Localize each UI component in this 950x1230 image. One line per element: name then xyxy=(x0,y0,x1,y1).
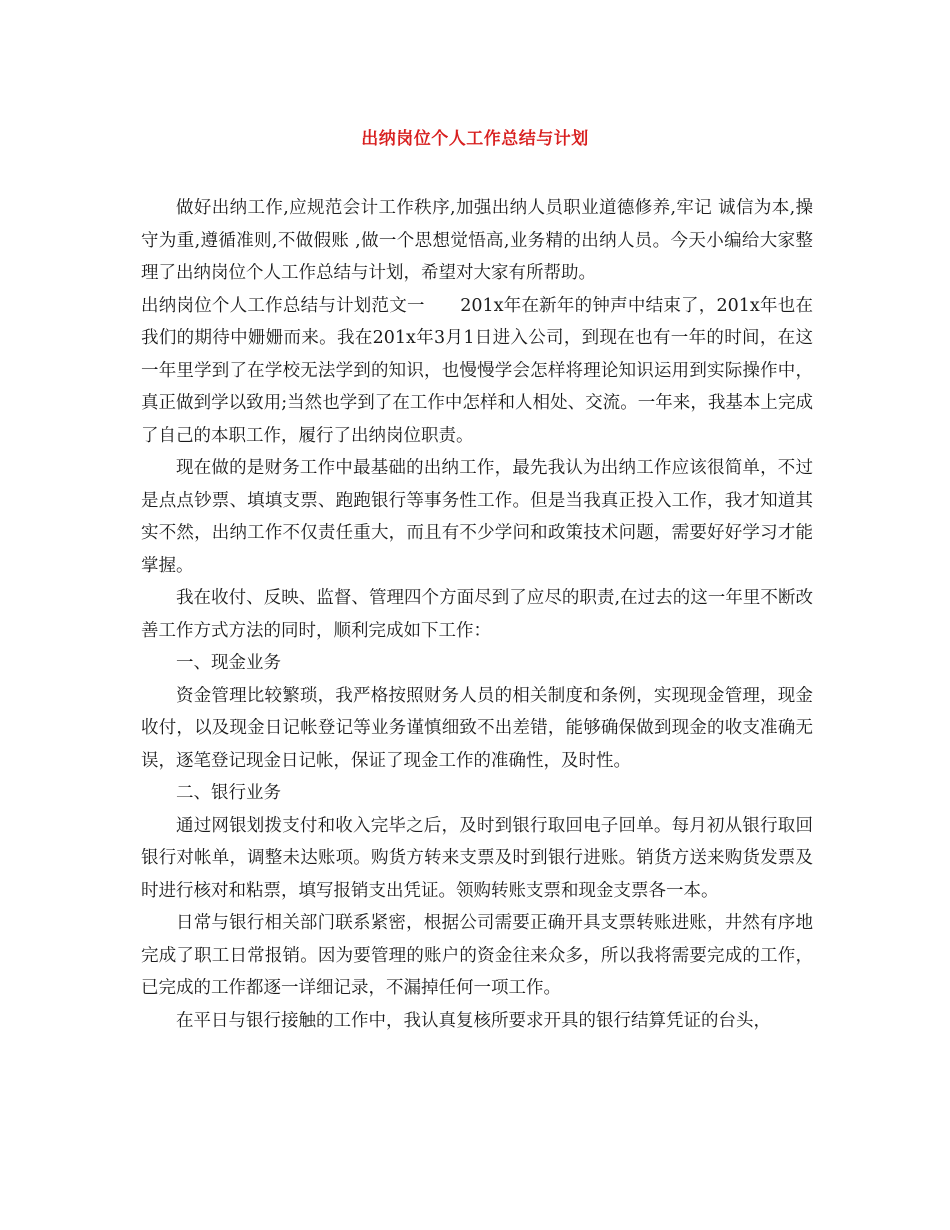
document-title: 出纳岗位个人工作总结与计划 xyxy=(361,129,589,149)
paragraph-4: 我在收付、反映、监督、管理四个方面尽到了应尽的职责,在过去的这一年里不断改善工作方式方法的同时，顺利完成如下工作： xyxy=(141,588,813,641)
paragraph-5: 资金管理比较繁琐，我严格按照财务人员的相关制度和条例，实现现金管理，现金收付，以及现金日记帐登记等业务谨慎细致不出差错，能够确保做到现金的收支准确无误，逐笔登记现金日记帐，保证了现金工作的准确性，及时性。 xyxy=(141,685,813,771)
paragraph-3: 现在做的是财务工作中最基础的出纳工作，最先我认为出纳工作应该很简单，不过是点点钞票、填填支票、跑跑银行等事务性工作。但是当我真正投入工作，我才知道其实不然，出纳工作不仅责任重大，而且有不少学问和政策技术问题，需要好好学习才能掌握。 xyxy=(141,458,813,576)
section-heading-cash: 一、现金业务 xyxy=(176,653,281,673)
paragraph-6: 通过网银划拨支付和收入完毕之后，及时到银行取回电子回单。每月初从银行取回银行对帐单，调整未达账项。购货方转来支票及时到银行进账。销货方送来购货发票及时进行核对和粘票，填写报销支出凭证。领购转账支票和现金支票各一本。 xyxy=(141,815,813,901)
paragraph-8: 在平日与银行接触的工作中，我认真复核所要求开具的银行结算凭证的台头， xyxy=(176,1010,771,1031)
section-heading-bank: 二、银行业务 xyxy=(176,783,281,803)
paragraph-2: 出纳岗位个人工作总结与计划范文一 201x年在新年的钟声中结束了，201x年也在我们的期待中姗姗而来。我在201x年3月1日进入公司，到现在也有一年的时间，在这一年里学到了在学校无法学到的知识，也慢慢学会怎样将理论知识运用到实际操作中，真正做到学以致用;当然也学到了在工作中怎样和人相处、交流。一年来，我基本上完成了自己的本职工作，履行了出纳岗位职责。 xyxy=(141,295,813,446)
document-body xyxy=(141,192,813,1037)
paragraph-7: 日常与银行相关部门联系紧密，根据公司需要正确开具支票转账进账，井然有序地完成了职工日常报销。因为要管理的账户的资金往来众多，所以我将需要完成的工作，已完成的工作都逐一详细记录，不漏掉任何一项工作。 xyxy=(141,913,813,998)
paragraph-1: 做好出纳工作,应规范会计工作秩序,加强出纳人员职业道德修养,牢记 诚信为本,操守为重,遵循准则,不做假账 ,做一个思想觉悟高,业务精的出纳人员。今天小编给大家整理了出纳岗位个人工作总结与计划，希望对大家有所帮助。 xyxy=(141,198,813,283)
